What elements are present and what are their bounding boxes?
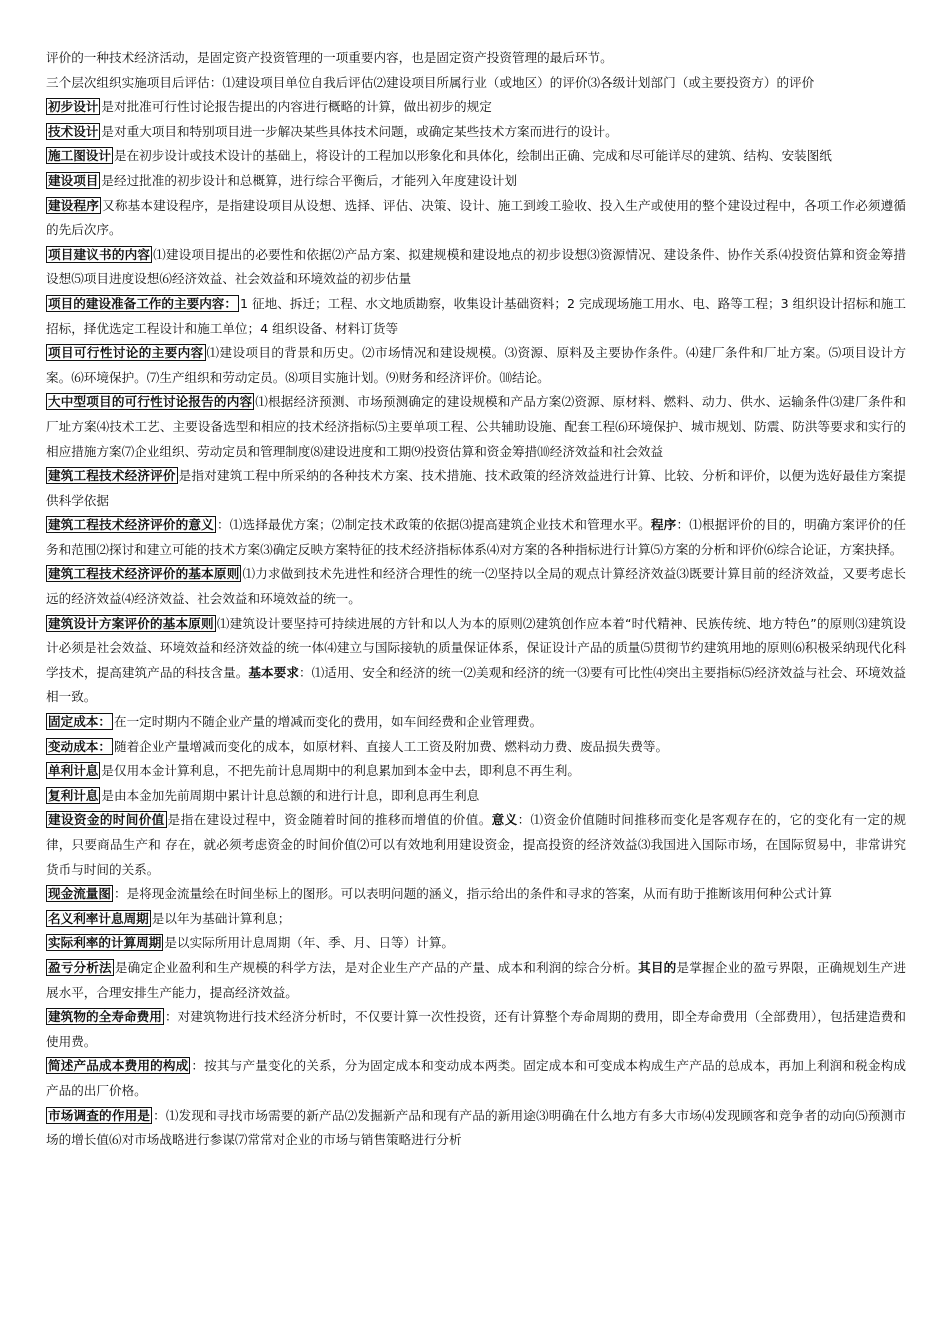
paragraph-text: 是以年为基础计算利息； [151, 910, 291, 926]
bold-label: 其目的 [638, 959, 677, 975]
paragraph [46, 882, 906, 907]
boxed-term: 项目建议书的内容 [48, 246, 151, 262]
paragraph-text: ：是将现金流量绘在时间坐标上的图形。可以表明问题的涵义，指示给出的条件和寻求的答案，从而有助于推断该用何种公式计算 [113, 886, 832, 902]
paragraph-text: 是以实际所用计息周期（年、季、月、日等）计算。 [164, 935, 454, 951]
paragraph [46, 292, 906, 341]
paragraph-text: ：⑴选择最优方案；⑵制定技术政策的依据⑶提高建筑企业技术和管理水平。 [216, 517, 651, 533]
boxed-term: 建设资金的时间价值 [48, 812, 165, 828]
paragraph-text: ⑴建设项目提出的必要性和依据⑵产品方案、拟建规模和建设地点的初步设想⑶资源情况、建设条件、协作关系⑷投资估算和资金筹措设想⑸项目进度设想⑹经济效益、社会效益和环境效益的初步估量 [46, 246, 907, 287]
boxed-term: 复利计息 [48, 787, 99, 803]
bold-label: 程序 [650, 517, 677, 533]
boxed-term: 建筑工程技术经济评价的基本原则 [48, 566, 240, 582]
paragraph [46, 46, 906, 71]
paragraph [46, 341, 906, 390]
paragraph-list [46, 46, 906, 1153]
paragraph [46, 513, 906, 562]
paragraph [46, 95, 906, 120]
paragraph-text: 又称基本建设程序，是指建设项目从设想、选择、评估、决策、设计、施工到竣工验收、投入生产或使用的整个建设过程中，各项工作必须遵循的先后次序。 [46, 197, 907, 238]
paragraph-text-continued: ：⑴根据评价的目的，明确方案评价的任务和范围⑵探讨和建立可能的技术方案⑶确定反映方案特征的技术经济指标体系⑷对方案的各种指标进行计算⑸方案的分析和评价⑹综合论证，方案抉择。 [46, 517, 907, 557]
paragraph-text: 是由本金加先前周期中累计计息总额的和进行计息，即利息再生利息 [101, 787, 480, 803]
paragraph [46, 1104, 906, 1153]
bold-label: 意义 [491, 812, 518, 828]
boxed-term: 大中型项目的可行性讨论报告的内容 [48, 394, 253, 410]
boxed-term: 简述产品成本费用的构成 [48, 1058, 189, 1074]
paragraph [46, 1054, 906, 1103]
paragraph-text: ⑴建筑设计要坚持可持续进展的方针和以人为本的原则⑵建筑创作应本着“时代精神、民族传统、地方特色”的原则⑶建筑设计必须是社会效益、环境效益和经济效益的统一体⑷建立与国际接轨的质量保证体系，保证设计产品的质量⑸贯彻节约建筑用地的原则⑹积极采纳现代化科学技术，提高建筑产品的科技含量。 [46, 615, 906, 680]
paragraph [46, 71, 906, 96]
boxed-term: 实际利率的计算周期 [48, 935, 162, 951]
boxed-term: 建筑工程技术经济评价的意义 [48, 517, 214, 533]
paragraph [46, 735, 906, 760]
paragraph [46, 808, 906, 882]
paragraph-text: 是在初步设计或技术设计的基础上，将设计的工程加以形象化和具体化，绘制出正确、完成和尽可能详尽的建筑、结构、安装图纸 [113, 148, 832, 164]
boxed-term: 施工图设计 [48, 148, 111, 164]
boxed-term: 现金流量图 [48, 886, 111, 902]
paragraph-text: ⑴力求做到技术先进性和经济合理性的统一⑵坚持以全局的观点计算经济效益⑶既要计算目前的经济效益，又要考虑长远的经济效益⑷经济效益、社会效益和环境效益的统一。 [46, 566, 907, 607]
bold-label: 基本要求 [248, 664, 299, 680]
paragraph-text: 是对批准可行性讨论报告提出的内容进行概略的计算，做出初步的规定 [101, 99, 492, 115]
paragraph [46, 562, 906, 611]
paragraph-text: ：⑴发现和寻找市场需要的新产品⑵发掘新产品和现有产品的新用途⑶明确在什么地方有多大市场⑷发现顾客和竞争者的动向⑸预测市场的增长值⑹对市场战略进行参谋⑺常常对企业的市场与销售策略进行分析 [46, 1107, 907, 1148]
boxed-term: 技术设计 [48, 123, 99, 139]
paragraph-text: 是经过批准的初步设计和总概算，进行综合平衡后，才能列入年度建设计划 [101, 172, 517, 188]
paragraph [46, 710, 906, 735]
paragraph-text: 三个层次组织实施项目后评估：⑴建设项目单位自我后评估⑵建设项目所属行业（或地区）的评价⑶各级计划部门（或主要投资方）的评价 [46, 74, 815, 90]
boxed-term: 建设程序 [48, 197, 100, 213]
boxed-term: 项目的建设准备工作的主要内容： [48, 295, 237, 311]
paragraph [46, 931, 906, 956]
boxed-term: 建筑工程技术经济评价 [48, 468, 176, 484]
paragraph [46, 194, 906, 243]
paragraph-text: ：对建筑物进行技术经济分析时，不仅要计算一次性投资，还有计算整个寿命周期的费用，即全寿命费用（全部费用），包括建造费和使用费。 [46, 1009, 907, 1049]
paragraph-text: ⑴建设项目的背景和历史。⑵市场情况和建设规模。⑶资源、原料及主要协作条件。⑷建厂条件和厂址方案。⑸项目设计方案。⑹环境保护。⑺生产组织和劳动定员。⑻项目实施计划。⑼财务和经济评价。⑽结论。 [46, 345, 907, 385]
boxed-term: 初步设计 [48, 99, 99, 115]
boxed-term: 盈亏分析法 [48, 959, 112, 975]
boxed-term: 建设项目 [48, 172, 99, 188]
boxed-term: 建筑物的全寿命费用 [48, 1009, 163, 1025]
paragraph-text: 是指在建设过程中，资金随着时间的推移而增值的价值。 [167, 812, 492, 828]
paragraph [46, 390, 906, 464]
boxed-term: 项目可行性讨论的主要内容 [48, 345, 204, 361]
boxed-term: 市场调查的作用是 [48, 1107, 151, 1123]
boxed-term: 变动成本： [48, 738, 111, 754]
paragraph [46, 759, 906, 784]
paragraph [46, 243, 906, 292]
boxed-term: 建筑设计方案评价的基本原则 [48, 615, 214, 631]
paragraph [46, 612, 906, 710]
paragraph-text: 1 征地、拆迁；工程、水文地质勘察，收集设计基础资料；2 完成现场施工用水、电、路等工程；3 组织设计招标和施工招标，择优选定工程设计和施工单位；4 组织设备、材料订货等 [46, 295, 906, 336]
paragraph-text-continued: 是掌握企业的盈亏界限，正确规划生产进展水平，合理安排生产能力，提高经济效益。 [46, 959, 907, 1000]
paragraph [46, 1005, 906, 1054]
paragraph-text: ⑴根据经济预测、市场预测确定的建设规模和产品方案⑵资源、原材料、燃料、动力、供水、运输条件⑶建厂条件和厂址方案⑷技术工艺、主要设备选型和相应的技术经济指标⑸主要单项工程、公共辅助设施、配套工程⑹环境保护、城市规划、防震、防洪等要求和实行的相应措施方案⑺企业组织、劳动定员和管理制度⑻建设进度和工期⑼投资估算和资金筹措⑽经济效益和社会效益 [46, 394, 907, 459]
boxed-term: 名义利率计息周期 [48, 910, 149, 926]
paragraph-text: 评价的一种技术经济活动，是固定资产投资管理的一项重要内容，也是固定资产投资管理的最后环节。 [46, 50, 613, 65]
paragraph-text: 是确定企业盈利和生产规模的科学方法，是对企业生产产品的产量、成本和利润的综合分析。 [114, 959, 639, 975]
boxed-term: 单利计息 [48, 763, 99, 779]
paragraph [46, 144, 906, 169]
paragraph-text-continued: ：⑴适用、安全和经济的统一⑵美观和经济的统一⑶要有可比性⑷突出主要指标⑸经济效益与社会、环境效益相一致。 [46, 664, 907, 705]
paragraph [46, 956, 906, 1005]
paragraph-text: 是仅用本金计算利息，不把先前计息周期中的利息累加到本金中去，即利息不再生利。 [101, 763, 580, 779]
paragraph [46, 784, 906, 809]
paragraph-text: 在一定时期内不随企业产量的增减而变化的费用，如车间经费和企业管理费。 [113, 714, 543, 730]
paragraph-text-continued: ：⑴资金价值随时间推移而变化是客观存在的，它的变化有一定的规律，只要商品生产和 存在，就必须考虑资金的时间价值⑵可以有效地利用建设资金，提高投资的经济效益⑶我国进入国际市场，在国际贸易中，非常讲究货币与时间的关系。 [46, 812, 907, 877]
paragraph [46, 169, 906, 194]
paragraph [46, 120, 906, 145]
paragraph-text: 是对重大项目和特别项目进一步解决某些具体技术问题，或确定某些技术方案而进行的设计。 [101, 123, 618, 139]
paragraph-text: ：按其与产量变化的关系，分为固定成本和变动成本两类。固定成本和可变成本构成生产产品的总成本，再加上利润和税金构成产品的出厂价格。 [46, 1058, 907, 1098]
paragraph [46, 907, 906, 932]
paragraph-text: 随着企业产量增减而变化的成本，如原材料、直接人工工资及附加费、燃料动力费、废品损失费等。 [113, 738, 669, 754]
paragraph-text: 是指对建筑工程中所采纳的各种技术方案、技术措施、技术政策的经济效益进行计算、比较、分析和评价，以便为选好最佳方案提供科学依据 [46, 468, 907, 508]
boxed-term: 固定成本： [48, 714, 111, 730]
paragraph [46, 464, 906, 513]
